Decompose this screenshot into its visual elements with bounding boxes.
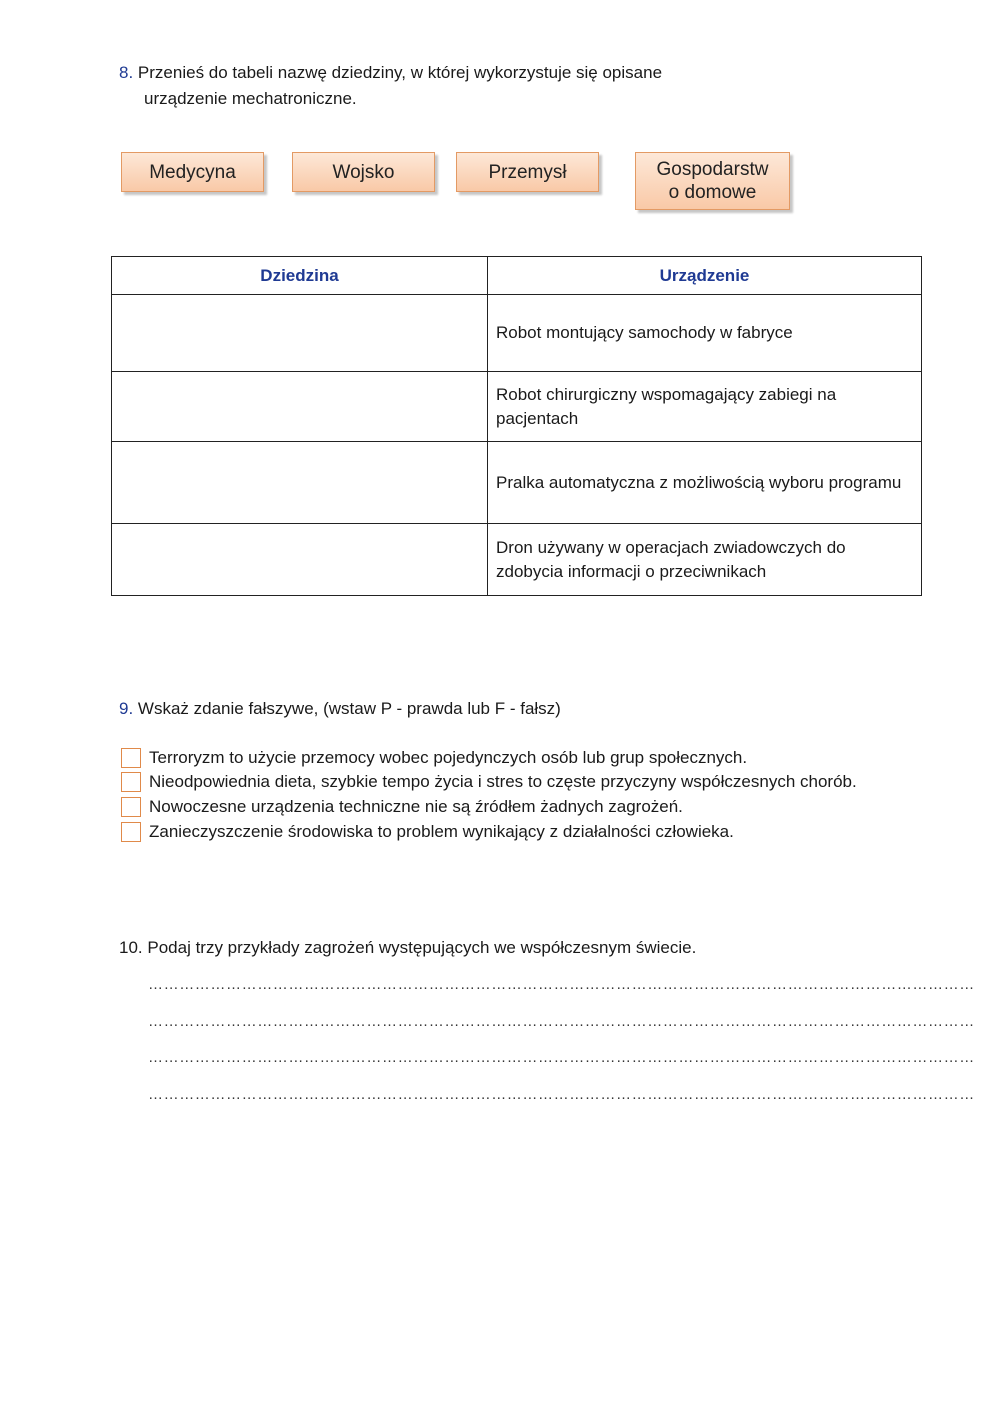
tf-statement-row bbox=[121, 770, 857, 794]
q9-number: 9. bbox=[119, 699, 134, 718]
tile-medycyna-label: Medycyna bbox=[149, 161, 236, 183]
q8-line2: urządzenie mechatroniczne. bbox=[144, 89, 357, 108]
field-drop-cell[interactable] bbox=[112, 372, 488, 442]
field-drop-cell[interactable] bbox=[112, 524, 488, 596]
answer-line-2[interactable]: …………………………………………………………………………………………………………………………………………… bbox=[148, 1013, 975, 1030]
field-drop-cell[interactable] bbox=[112, 295, 488, 372]
q9-instruction bbox=[119, 696, 561, 722]
tile-gospodarstwo-domowe[interactable] bbox=[635, 152, 790, 210]
q10-instruction bbox=[119, 935, 696, 961]
header-dziedzina: Dziedzina bbox=[112, 257, 488, 295]
tf-answer-box[interactable] bbox=[121, 748, 141, 768]
table-row bbox=[112, 295, 922, 372]
tf-statement: Terroryzm to użycie przemocy wobec pojedynczych osób lub grup społecznych. bbox=[149, 748, 748, 767]
device-cell: Pralka automatyczna z możliwością wyboru programu bbox=[488, 442, 922, 524]
answer-line-3[interactable]: …………………………………………………………………………………………………………………………………………… bbox=[148, 1049, 975, 1066]
tf-statement: Nieodpowiednia dieta, szybkie tempo życia i stres to częste przyczyny współczesnych chorób. bbox=[149, 772, 857, 791]
tf-statement-row bbox=[121, 746, 747, 770]
tf-answer-box[interactable] bbox=[121, 772, 141, 792]
answer-line-1[interactable]: …………………………………………………………………………………………………………………………………………… bbox=[148, 976, 975, 993]
q9-text: Wskaż zdanie fałszywe, (wstaw P - prawda lub F - fałsz) bbox=[137, 699, 561, 718]
table-row bbox=[112, 372, 922, 442]
header-urzadzenie: Urządzenie bbox=[488, 257, 922, 295]
tile-medycyna[interactable] bbox=[121, 152, 264, 192]
tile-gospodarstwo-label-1: Gospodarstw bbox=[656, 159, 769, 180]
device-cell: Dron używany w operacjach zwiadowczych do zdobycia informacji o przeciwnikach bbox=[488, 524, 922, 596]
tile-gospodarstwo-label-2: o domowe bbox=[668, 182, 757, 203]
tf-statement-row bbox=[121, 820, 734, 844]
field-device-table bbox=[111, 256, 922, 596]
tf-statement: Zanieczyszczenie środowiska to problem wynikający z działalności człowieka. bbox=[149, 822, 734, 841]
q10-text: Podaj trzy przykłady zagrożeń występujących we współczesnym świecie. bbox=[147, 938, 697, 957]
answer-line-4[interactable]: …………………………………………………………………………………………………………………………………………… bbox=[148, 1086, 975, 1103]
tile-wojsko[interactable] bbox=[292, 152, 435, 192]
tile-wojsko-label: Wojsko bbox=[332, 161, 395, 183]
tf-answer-box[interactable] bbox=[121, 797, 141, 817]
table-row bbox=[112, 442, 922, 524]
q8-line1: Przenieś do tabeli nazwę dziedziny, w której wykorzystuje się opisane bbox=[137, 63, 663, 82]
table-row bbox=[112, 524, 922, 596]
device-cell: Robot chirurgiczny wspomagający zabiegi na pacjentach bbox=[488, 372, 922, 442]
tile-przemysl-label: Przemysł bbox=[488, 161, 567, 183]
q10-number: 10. bbox=[119, 938, 143, 957]
device-cell: Robot montujący samochody w fabryce bbox=[488, 295, 922, 372]
field-drop-cell[interactable] bbox=[112, 442, 488, 524]
tf-statement: Nowoczesne urządzenia techniczne nie są źródłem żadnych zagrożeń. bbox=[149, 797, 683, 816]
q8-instruction bbox=[119, 60, 662, 86]
tf-answer-box[interactable] bbox=[121, 822, 141, 842]
q8-number: 8. bbox=[119, 63, 134, 82]
tf-statement-row bbox=[121, 795, 683, 819]
table-header-row bbox=[112, 257, 922, 295]
tile-przemysl[interactable] bbox=[456, 152, 599, 192]
